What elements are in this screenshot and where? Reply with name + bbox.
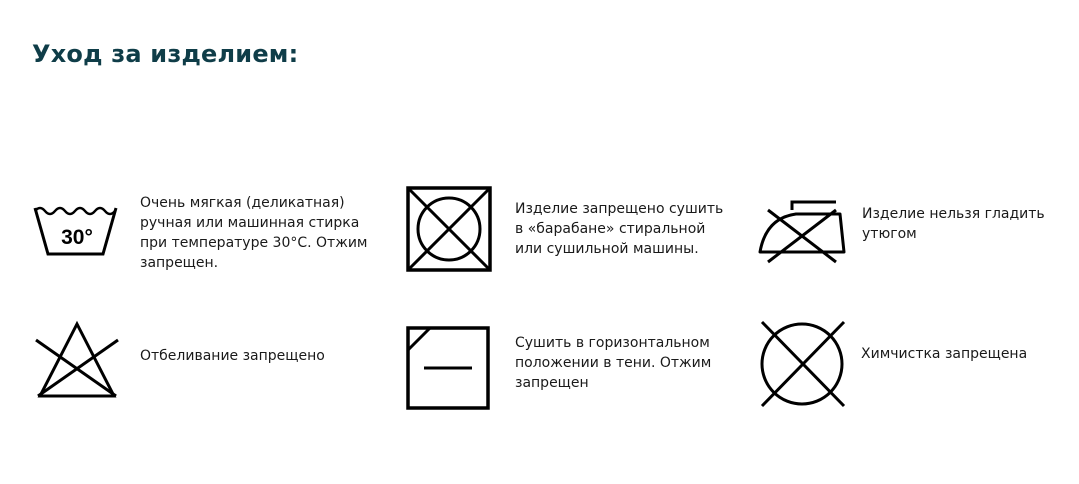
hand-wash-30-icon	[32, 204, 122, 260]
dry-flat-description: Сушить в горизонтальном положении в тени. Отжим запрещен	[515, 335, 712, 391]
dry-flat-in-shade-icon	[406, 326, 492, 412]
no-dry-clean-icon	[758, 320, 848, 410]
no-ironing-icon	[756, 196, 848, 266]
page-title: Уход за изделием:	[32, 40, 299, 68]
no-ironing-description: Изделие нельзя гладить утюгом	[862, 206, 1045, 242]
no-bleach-icon	[34, 320, 120, 400]
hand-wash-description: Очень мягкая (деликатная) ручная или машинная стирка при температуре 30°С. Отжим запрещен.	[140, 195, 368, 271]
no-tumble-dry-icon	[406, 186, 492, 272]
no-tumble-dry-description: Изделие запрещено сушить в «барабане» стиральной или сушильной машины.	[515, 201, 724, 257]
wash-temperature-label: 30°	[61, 226, 93, 249]
no-dry-clean-description: Химчистка запрещена	[861, 346, 1028, 362]
no-bleach-description: Отбеливание запрещено	[140, 348, 325, 364]
